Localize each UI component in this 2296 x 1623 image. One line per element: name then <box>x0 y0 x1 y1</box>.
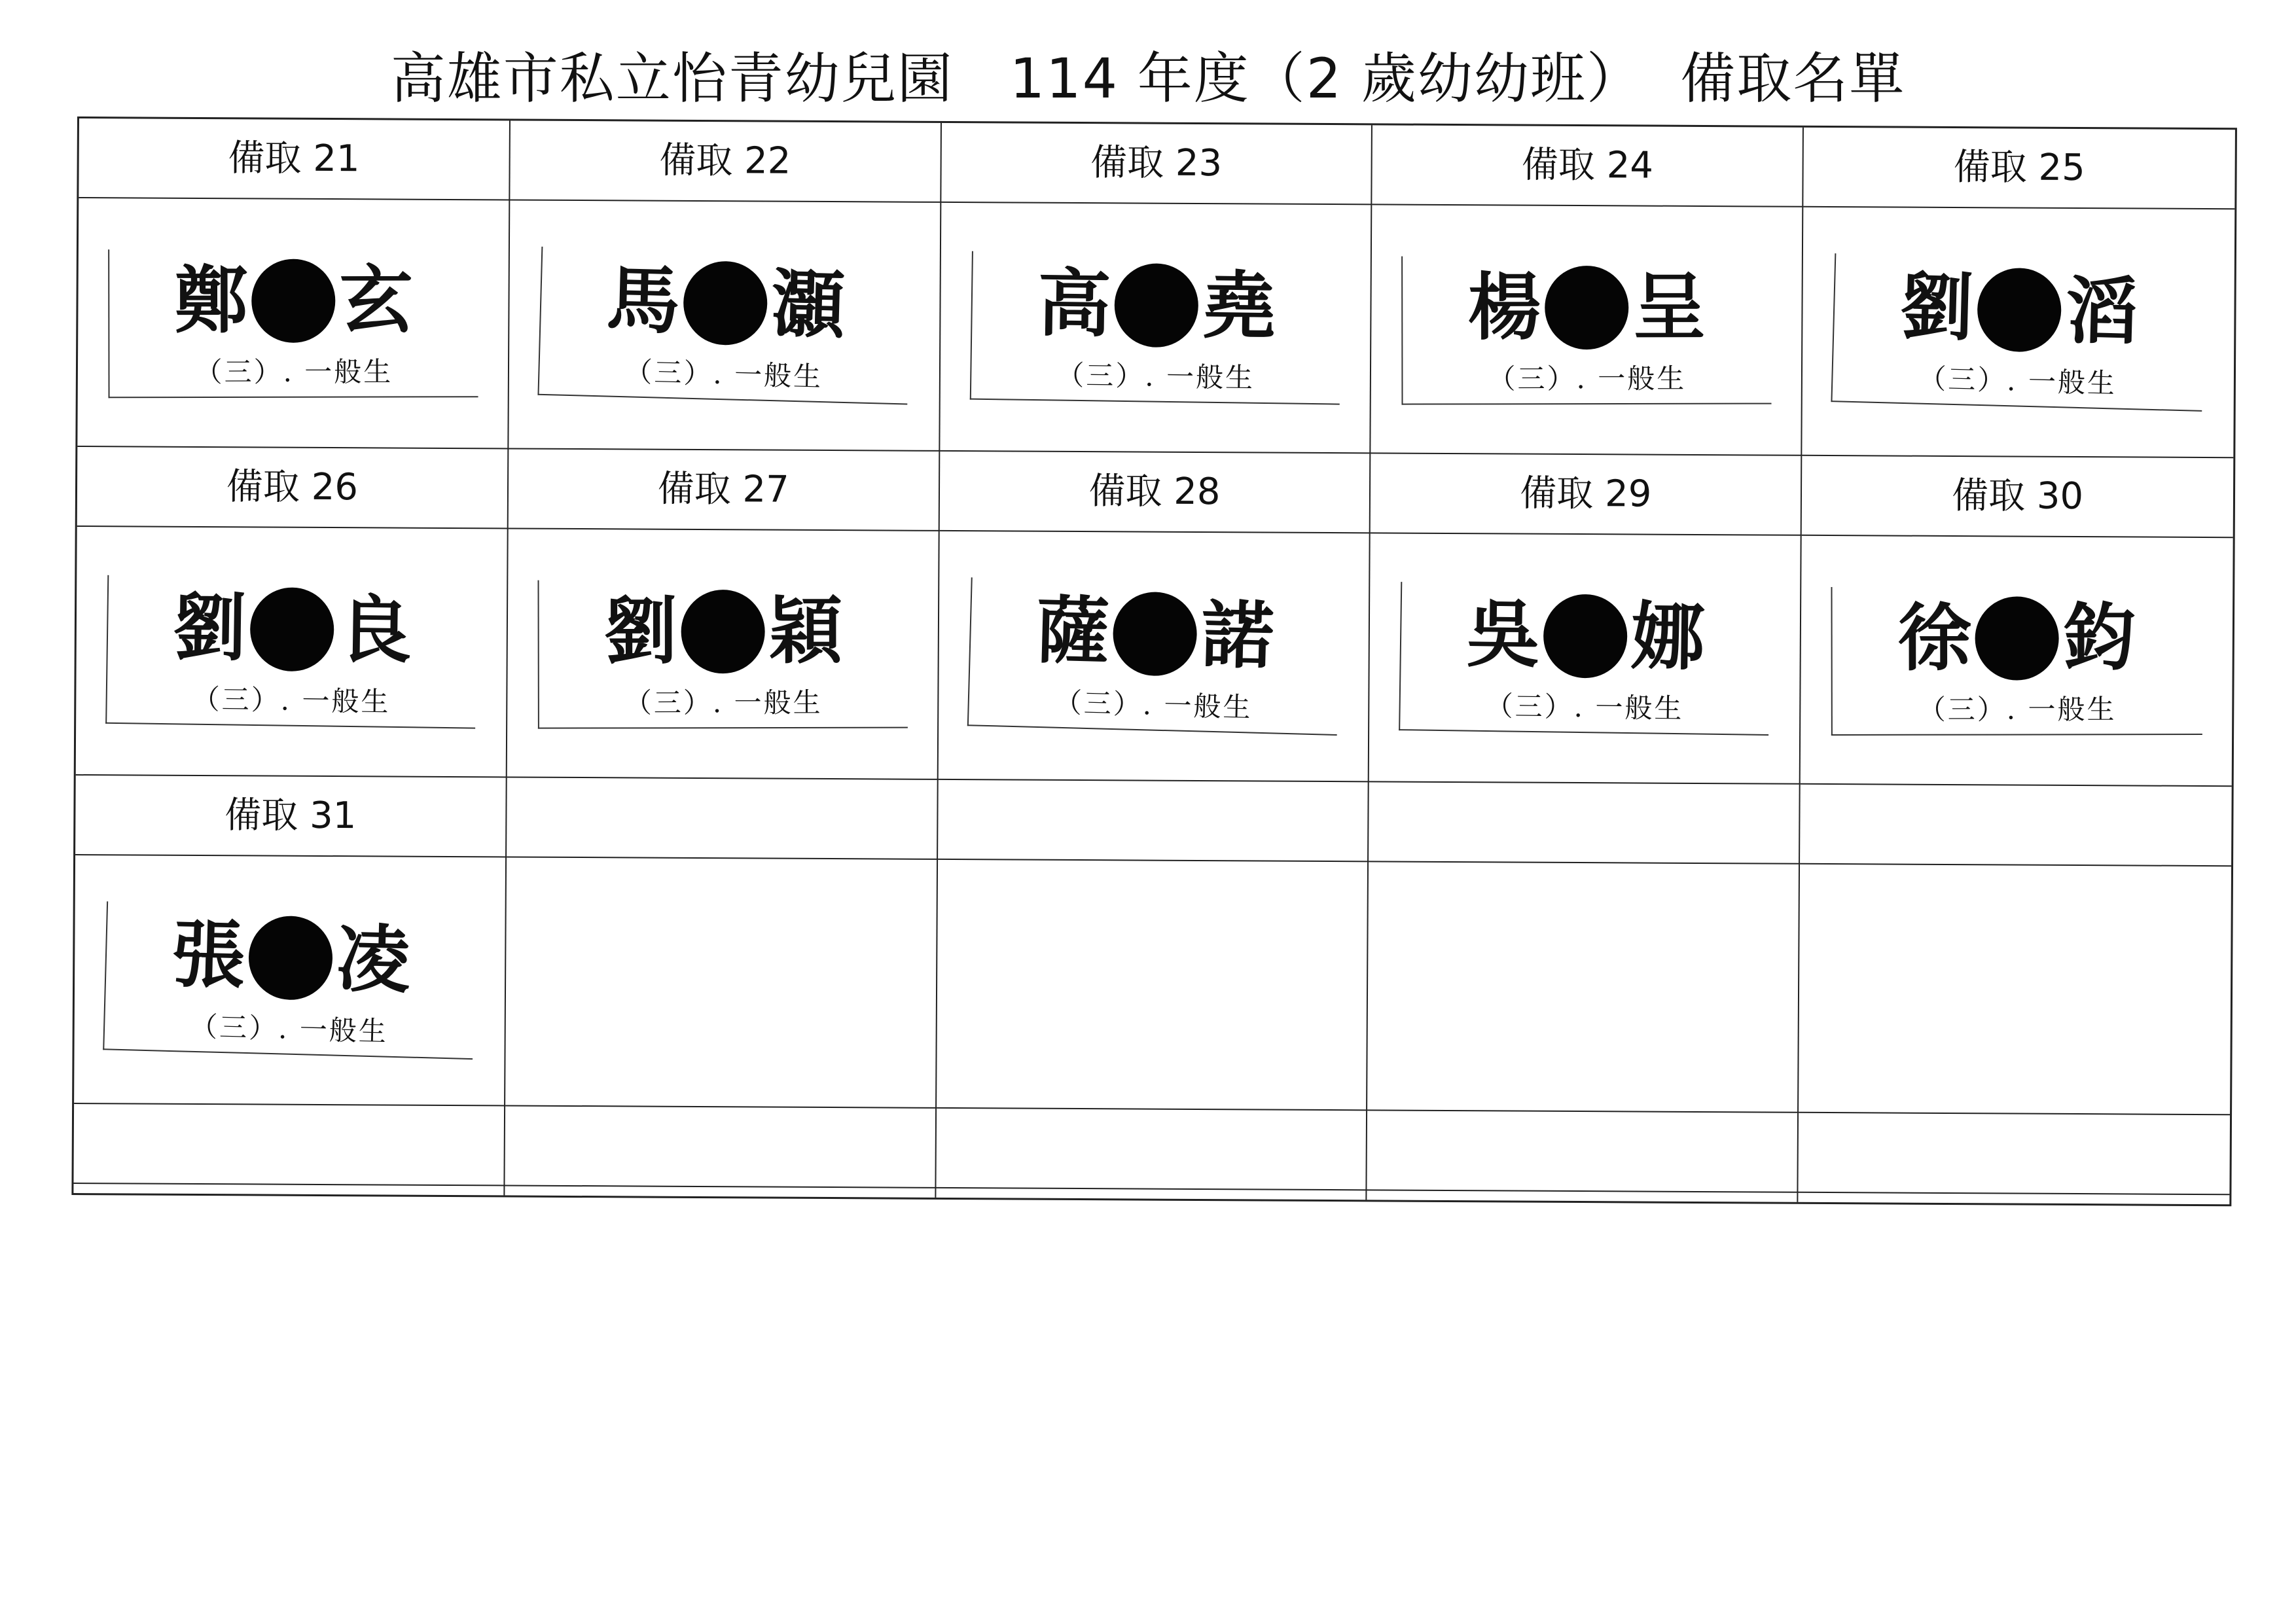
student-name-card <box>1831 586 2202 736</box>
student-cell <box>509 200 941 451</box>
surname: 楊 <box>1467 264 1542 351</box>
redaction-dot <box>1112 591 1198 677</box>
empty-cell <box>936 1109 1367 1190</box>
surname: 馬 <box>605 257 681 345</box>
given-name: 穎 <box>768 588 842 675</box>
empty-cell <box>73 1104 505 1186</box>
student-category: （三）. 一般生 <box>189 1010 389 1048</box>
student-name-card <box>537 246 911 404</box>
empty-cell <box>1799 1113 2230 1195</box>
student-name <box>605 258 846 348</box>
given-name: 堯 <box>1201 262 1276 350</box>
student-name <box>1898 596 2136 681</box>
redaction-dot <box>683 260 768 346</box>
empty-cell <box>73 1184 505 1195</box>
student-name <box>175 259 413 343</box>
student-name-card <box>108 249 478 398</box>
student-name-card <box>1401 255 1771 404</box>
given-name: 良 <box>337 586 412 674</box>
student-cell <box>77 198 510 449</box>
waitlist-number-header: 備取 25 <box>1803 128 2234 209</box>
student-name-card <box>103 901 476 1060</box>
student-name-card <box>969 251 1341 404</box>
empty-cell <box>936 1188 1367 1200</box>
redaction-dot <box>252 259 336 343</box>
redaction-dot <box>681 590 765 673</box>
empty-cell <box>1367 1111 1799 1192</box>
student-category: （三）. 一般生 <box>1918 362 2117 400</box>
given-name: 滔 <box>2064 268 2140 356</box>
student-category: （三）. 一般生 <box>194 355 393 388</box>
empty-cell <box>505 1106 936 1188</box>
empty-cell <box>1799 1193 2230 1204</box>
given-name: 鈞 <box>2063 595 2137 681</box>
student-cell <box>507 529 940 779</box>
waitlist-number-header: 備取 24 <box>1372 125 1804 207</box>
waitlist-number-header: 備取 27 <box>509 449 940 531</box>
waitlist-table <box>71 116 2237 1206</box>
student-name-card <box>105 575 477 728</box>
waitlist-number-header: 備取 22 <box>510 120 941 202</box>
empty-header-cell <box>507 777 938 859</box>
student-name <box>1468 266 1706 350</box>
student-cell <box>1801 536 2233 787</box>
surname: 薩 <box>1034 587 1111 675</box>
student-cell <box>1369 533 1802 784</box>
student-category: （三）. 一般生 <box>192 683 391 718</box>
empty-cell <box>1799 865 2231 1115</box>
student-cell <box>74 855 507 1106</box>
surname: 徐 <box>1898 595 1972 681</box>
waitlist-number-header: 備取 28 <box>939 452 1371 533</box>
student-category: （三）. 一般生 <box>624 686 823 719</box>
student-name <box>604 590 842 674</box>
empty-cell <box>505 1186 936 1197</box>
student-category: （三）. 一般生 <box>1053 686 1253 724</box>
redaction-dot <box>250 587 335 672</box>
student-name <box>1037 262 1276 349</box>
empty-cell <box>505 857 938 1108</box>
student-name <box>173 586 412 673</box>
given-name: 諾 <box>1199 592 1276 680</box>
empty-header-cell <box>938 780 1369 862</box>
student-category: （三）. 一般生 <box>624 355 823 393</box>
redaction-dot <box>248 915 334 1001</box>
student-cell <box>938 531 1371 782</box>
surname: 張 <box>170 911 247 999</box>
surname: 鄭 <box>174 257 248 344</box>
student-name <box>1899 265 2140 355</box>
empty-cell <box>1367 1190 1799 1202</box>
surname: 劉 <box>172 584 247 671</box>
waitlist-number-header: 備取 21 <box>79 118 510 200</box>
given-name: 灝 <box>770 261 846 349</box>
surname: 高 <box>1036 260 1111 348</box>
empty-cell <box>1367 862 1800 1113</box>
student-category: （三）. 一般生 <box>1485 689 1685 725</box>
student-category: （三）. 一般生 <box>1918 693 2117 726</box>
student-category: （三）. 一般生 <box>1056 359 1255 394</box>
surname: 吳 <box>1466 591 1541 679</box>
document-title: 高雄市私立怡青幼兒園 114 年度（2 歲幼幼班） 備取名單 <box>390 46 1906 111</box>
surname: 劉 <box>603 588 677 675</box>
empty-cell <box>937 860 1369 1111</box>
redaction-dot <box>1977 267 2062 353</box>
student-cell <box>1371 205 1804 455</box>
student-name-card <box>537 579 907 728</box>
waitlist-number-header: 備取 26 <box>77 447 509 529</box>
waitlist-number-header: 備取 23 <box>941 123 1372 205</box>
student-name <box>1466 593 1706 680</box>
student-name <box>1035 589 1275 679</box>
waitlist-number-header: 備取 29 <box>1371 454 1802 535</box>
student-cell <box>76 527 509 777</box>
student-cell <box>1803 207 2235 458</box>
student-name-card <box>967 577 1340 736</box>
student-name <box>171 913 411 1003</box>
student-cell <box>940 203 1372 454</box>
redaction-dot <box>1114 263 1199 348</box>
given-name: 凌 <box>335 916 412 1004</box>
surname: 劉 <box>1899 263 1975 351</box>
empty-header-cell <box>1800 785 2231 866</box>
redaction-dot <box>1543 594 1628 679</box>
redaction-dot <box>1975 596 2059 680</box>
student-name-card <box>1831 253 2206 412</box>
student-name-card <box>1399 582 1770 736</box>
given-name: 呈 <box>1632 264 1707 350</box>
student-category: （三）. 一般生 <box>1488 362 1687 395</box>
redaction-dot <box>1545 266 1629 349</box>
waitlist-number-header: 備取 31 <box>75 776 507 857</box>
given-name: 娜 <box>1631 594 1706 681</box>
waitlist-number-header: 備取 30 <box>1802 456 2233 538</box>
empty-header-cell <box>1369 782 1800 864</box>
given-name: 玄 <box>339 257 413 344</box>
